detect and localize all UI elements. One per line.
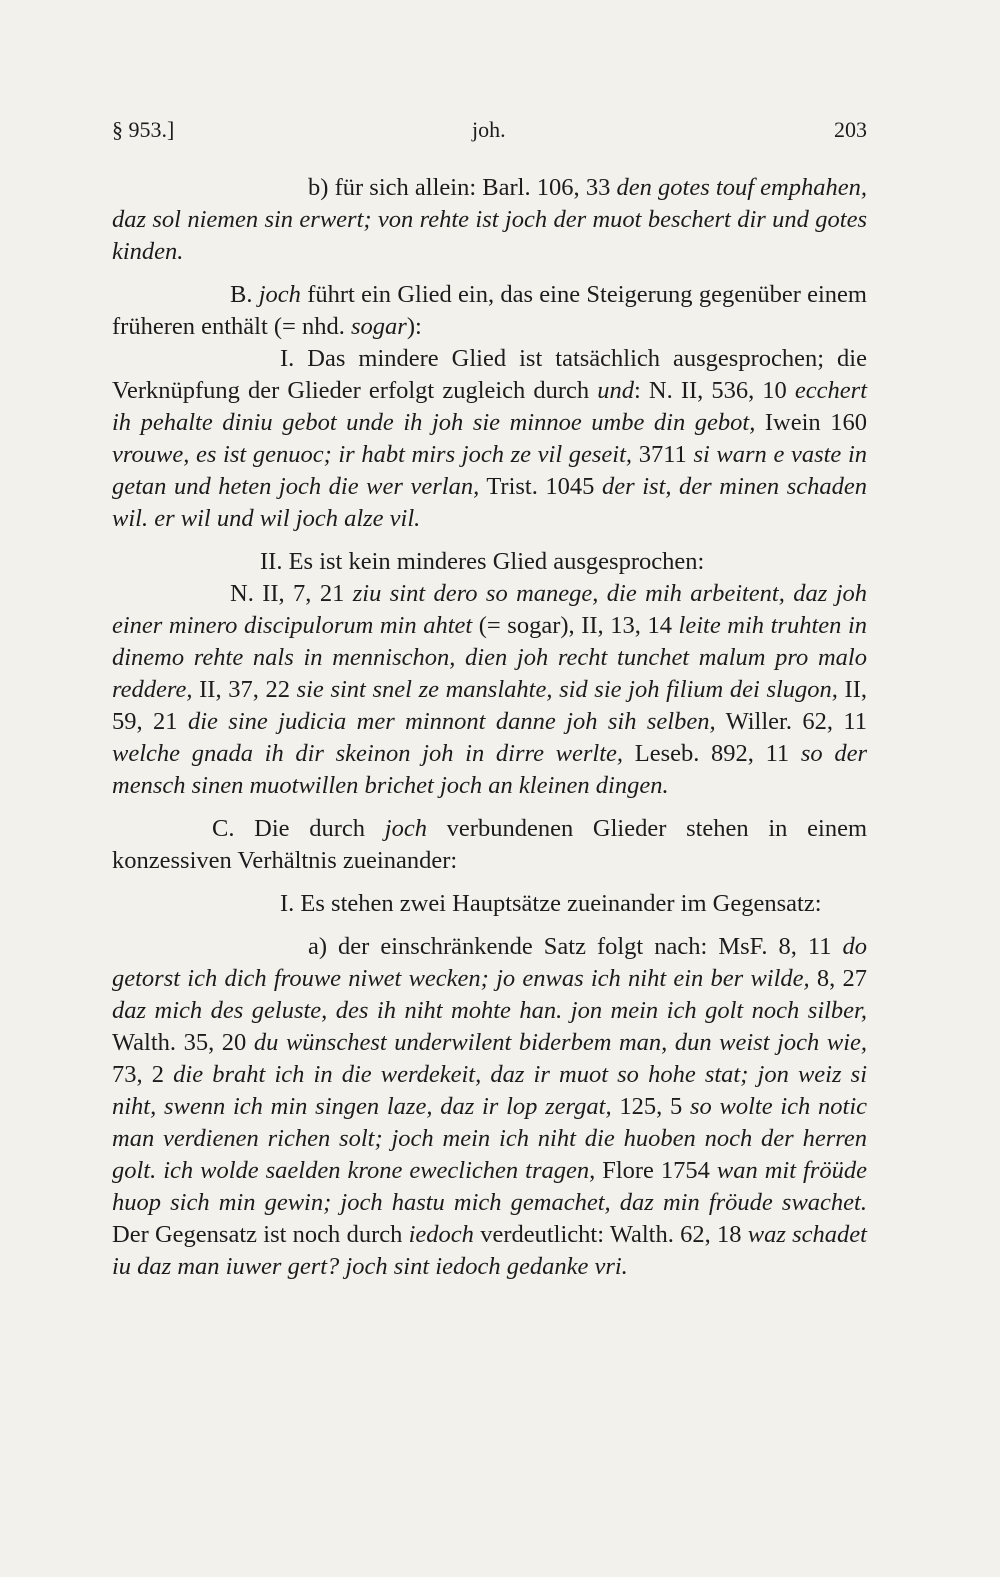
italic-quote: daz mich des geluste, des ih niht mohte han. jon mein ich golt noch silber,: [112, 997, 867, 1024]
text-run: 3711: [632, 441, 694, 468]
text-run: II, 59, 21: [112, 676, 867, 735]
text-run: Flore 1754: [595, 1157, 717, 1184]
text-run: verdeutlicht: Walth. 62, 18: [473, 1221, 748, 1248]
italic-quote: waz schadet iu daz man iuwer gert? joch sint iedoch gedanke vri.: [112, 1221, 867, 1280]
italic-quote: sogar: [351, 313, 407, 340]
italic-quote: welche gnada ih dir skeinon joh in dirre werlte,: [112, 740, 624, 767]
italic-quote: ziu sint dero so manege, die mih arbeitent, daz joh einer minero discipulorum min ahtet: [112, 580, 867, 639]
italic-quote: ecchert ih pehalte diniu gebot unde ih joh sie minnoe umbe din gebot,: [112, 377, 867, 436]
text-run: Leseb. 892, 11: [623, 740, 801, 767]
running-title: joh.: [472, 117, 506, 142]
paragraph-B-II: [112, 546, 867, 578]
text-run: C. Die durch: [212, 815, 385, 842]
paragraph-section-C: [112, 813, 867, 877]
text-run: I. Es stehen zwei Hauptsätze zueinander im Gegensatz:: [280, 890, 822, 917]
text-run: 8, 27: [809, 965, 868, 992]
paragraph-B-II-examples: [112, 578, 867, 802]
text-run: Willer. 62, 11: [715, 708, 867, 735]
text-run: N. II, 7, 21: [230, 580, 353, 607]
text-run: a) der einschränkende Satz folgt nach: MsF. 8, 11: [308, 933, 843, 960]
italic-quote: der ist, der minen schaden wil. er wil und wil joch alze vil.: [112, 473, 868, 532]
text-run: I. Das mindere Glied ist tatsächlich ausgesprochen; die Verknüpfung der Glieder erfolgt zugleich durch: [112, 345, 867, 404]
italic-quote: iedoch: [408, 1221, 474, 1248]
running-header: [112, 117, 867, 151]
text-run: Iwein 160: [755, 409, 867, 436]
italic-quote: den gotes touf emphahen, daz sol niemen sin erwert; von rehte ist joch der muot beschert dir und gotes kinden.: [112, 174, 867, 265]
italic-quote: do getorst ich dich frouwe niwet wecken; jo enwas ich niht ein ber wilde,: [112, 933, 867, 992]
text-run: ):: [406, 313, 422, 340]
text-run: Trist. 1045: [479, 473, 602, 500]
italic-quote: so wolte ich notic man verdienen richen solt; joch mein ich niht die huoben noch der herren golt. ich wolde saelden krone eweclichen tragen,: [112, 1093, 868, 1184]
italic-quote: sie sint snel ze manslahte, sid sie joh filium dei slugon,: [296, 676, 838, 703]
italic-quote: wan mit fröüde huop sich min gewin; joch hastu mich gemachet, daz min fröude swachet.: [112, 1157, 867, 1216]
text-run: b) für sich allein: Barl. 106, 33: [308, 174, 617, 201]
italic-quote: leite mih truhten in dinemo rehte nals in mennischon, dien joh recht tunchet malum pro malo reddere,: [112, 612, 867, 703]
italic-quote: die sine judicia mer minnont danne joh sih selben,: [187, 708, 716, 735]
italic-quote: so der mensch sinen muotwillen brichet joch an kleinen dingen.: [112, 740, 868, 799]
text-run: II, 37, 22: [192, 676, 297, 703]
text-run: : N. II, 536, 10: [634, 377, 795, 404]
text-run: führt ein Glied ein, das eine Steigerung gegenüber einem früheren enthält (= nhd.: [112, 281, 867, 340]
text-run: II. Es ist kein minderes Glied ausgesprochen:: [260, 548, 705, 575]
italic-quote: si warn e vaste in getan und heten joch die wer verlan,: [112, 441, 867, 500]
section-marker: § 953.]: [112, 117, 175, 142]
paragraph-C-I-a: [112, 931, 867, 1283]
text-run: 73, 2: [112, 1061, 174, 1088]
paragraph-C-I: [112, 888, 867, 920]
italic-quote: du wünschest underwilent biderbem man, dun weist joch wie,: [253, 1029, 867, 1056]
italic-quote: die braht ich in die werdekeit, daz ir muot so hohe stat; jon weiz si niht, swenn ich min singen laze, daz ir lop zergat,: [112, 1061, 867, 1120]
text-run: B.: [230, 281, 259, 308]
italic-quote: joch: [258, 281, 301, 308]
text-run: (= sogar), II, 13, 14: [472, 612, 679, 639]
italic-quote: vrouwe, es ist genuoc; ir habt mirs joch ze vil geseit,: [112, 441, 633, 468]
text-run: verbundenen Glieder stehen in einem konzessiven Verhältnis zueinander:: [112, 815, 868, 874]
paragraph-b-fuer-sich-allein: [112, 172, 867, 268]
italic-quote: und: [597, 377, 635, 404]
text-run: Der Gegensatz ist noch durch: [112, 1221, 409, 1248]
body-text: [112, 172, 867, 1283]
italic-quote: joch: [384, 815, 427, 842]
text-run: 125, 5: [611, 1093, 690, 1120]
paragraph-B-I: [112, 343, 867, 535]
text-run: Walth. 35, 20: [112, 1029, 254, 1056]
paragraph-section-B: [112, 279, 867, 343]
page-number: 203: [834, 117, 867, 142]
